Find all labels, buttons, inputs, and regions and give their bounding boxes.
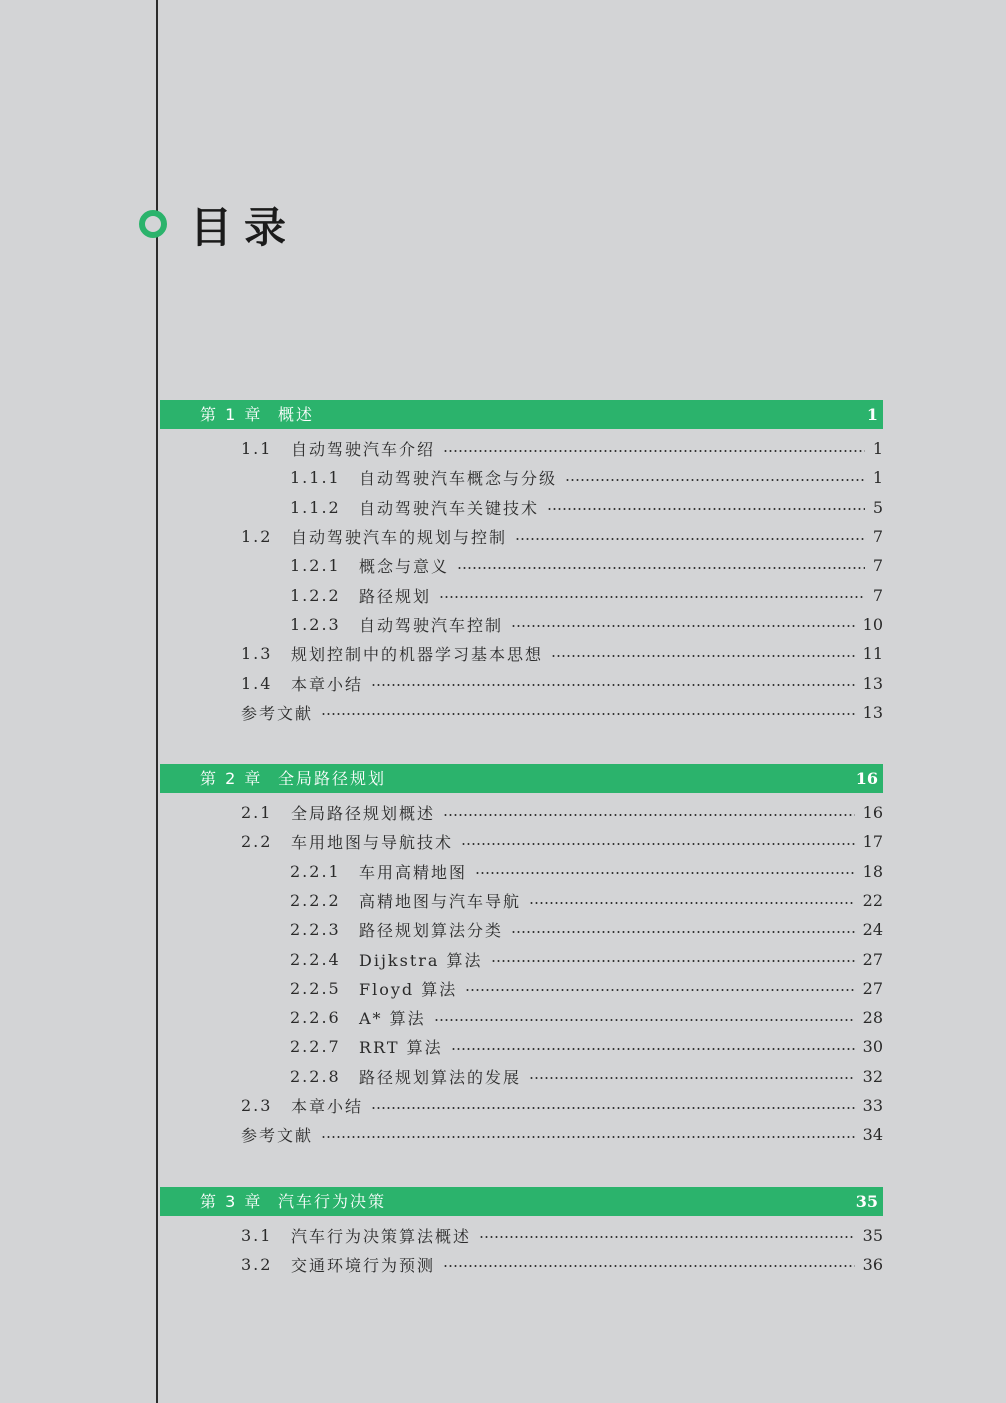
table-of-contents (160, 400, 883, 1316)
entry-title: 车用地图与导航技术 (291, 833, 454, 853)
dot-leader (475, 872, 855, 874)
entry-number: 1.2.3 (290, 614, 341, 634)
toc-references-entry[interactable] (160, 698, 883, 727)
entry-page-number: 27 (862, 978, 883, 998)
chapter-number: 第 1 章 (200, 405, 263, 424)
entry-title: 高精地图与汽车导航 (359, 892, 522, 911)
dot-leader (479, 1236, 855, 1238)
dot-leader (371, 684, 855, 686)
dot-leader (439, 596, 865, 598)
dot-leader (465, 989, 854, 991)
entry-title: 参考文献 (241, 1126, 314, 1146)
toc-section-entry[interactable] (160, 1221, 883, 1250)
entry-title: 自动驾驶汽车控制 (359, 615, 504, 635)
entry-title: 自动驾驶汽车介绍 (291, 440, 436, 460)
entry-title: 汽车行为决策算法概述 (291, 1226, 472, 1246)
green-ring-icon (139, 210, 167, 238)
toc-subsection-entry[interactable] (160, 944, 883, 973)
chapter-page-number: 16 (855, 768, 878, 788)
entry-title: 路径规划算法的发展 (359, 1067, 522, 1087)
entry-title: 路径规划 (359, 586, 432, 606)
entry-page-number: 1 (872, 468, 883, 488)
chapter-heading[interactable] (160, 400, 883, 429)
entry-page-number: 7 (872, 527, 883, 547)
entry-page-number: 28 (862, 1008, 883, 1028)
entry-title: 概念与意义 (359, 557, 450, 577)
toc-subsection-entry[interactable] (160, 1062, 883, 1091)
dot-leader (547, 508, 865, 510)
toc-subsection-entry[interactable] (160, 463, 883, 492)
dot-leader (443, 1265, 855, 1267)
entry-title: A* 算法 (359, 1009, 426, 1029)
page-title: 目录 (190, 203, 299, 252)
entry-number: 1.1.1 (290, 468, 341, 488)
toc-subsection-entry[interactable] (160, 1032, 883, 1061)
entry-page-number: 7 (872, 585, 883, 605)
toc-subsection-entry[interactable] (160, 1003, 883, 1032)
toc-section-entry[interactable] (160, 1250, 883, 1279)
toc-subsection-entry[interactable] (160, 974, 883, 1003)
chapter-number: 第 3 章 (200, 1191, 263, 1211)
toc-subsection-entry[interactable] (160, 493, 883, 522)
toc-subsection-entry[interactable] (160, 551, 883, 580)
dot-leader (515, 538, 865, 540)
entry-title: 路径规划算法分类 (359, 921, 504, 941)
entry-number: 2.3 (241, 1096, 273, 1116)
entry-number: 2.2.8 (290, 1066, 341, 1086)
entry-number: 3.2 (241, 1254, 273, 1274)
entry-title: 本章小结 (291, 674, 364, 694)
toc-chapter (160, 764, 883, 1150)
dot-leader (443, 814, 855, 816)
chapter-heading[interactable] (160, 1187, 883, 1216)
toc-section-entry[interactable] (160, 668, 883, 697)
entry-page-number: 13 (862, 673, 883, 693)
entry-page-number: 22 (862, 891, 883, 910)
entry-title: 自动驾驶汽车关键技术 (359, 498, 540, 518)
entry-page-number: 5 (872, 497, 883, 517)
dot-leader (443, 450, 865, 452)
dot-leader (457, 567, 865, 569)
dot-leader (371, 1107, 855, 1109)
dot-leader (321, 713, 855, 715)
toc-section-entry[interactable] (160, 798, 883, 827)
entry-page-number: 24 (862, 920, 883, 940)
entry-page-number: 34 (862, 1125, 883, 1145)
chapter-title: 概述 (278, 405, 315, 424)
dot-leader (511, 931, 855, 933)
entry-number: 3.1 (241, 1225, 273, 1245)
entry-title: Dijkstra 算法 (359, 950, 483, 970)
entry-number: 2.2.6 (290, 1008, 341, 1028)
chapter-number: 第 2 章 (200, 768, 263, 788)
entry-page-number: 27 (862, 949, 883, 969)
entry-title: Floyd 算法 (359, 979, 458, 999)
entry-page-number: 11 (862, 644, 883, 664)
entry-number: 2.2.5 (290, 978, 341, 998)
chapter-page-number: 35 (855, 1191, 878, 1211)
entry-title: 全局路径规划概述 (291, 804, 436, 824)
dot-leader (565, 479, 865, 481)
entry-page-number: 30 (862, 1037, 883, 1057)
toc-subsection-entry[interactable] (160, 886, 883, 915)
entry-page-number: 17 (862, 832, 883, 852)
entry-number: 1.3 (241, 644, 273, 664)
dot-leader (461, 843, 855, 845)
toc-section-entry[interactable] (160, 1091, 883, 1120)
chapter-heading[interactable] (160, 764, 883, 793)
dot-leader (529, 1077, 855, 1079)
dot-leader (551, 655, 855, 657)
toc-chapter (160, 400, 883, 727)
chapter-title: 汽车行为决策 (278, 1191, 387, 1211)
toc-subsection-entry[interactable] (160, 915, 883, 944)
entry-title: 规划控制中的机器学习基本思想 (291, 645, 544, 665)
toc-section-entry[interactable] (160, 827, 883, 856)
entry-title: RRT 算法 (359, 1038, 443, 1058)
dot-leader (529, 902, 855, 904)
dot-leader (434, 1019, 855, 1021)
entry-number: 2.2.4 (290, 949, 341, 969)
entry-page-number: 13 (862, 702, 883, 722)
entry-number: 1.2 (241, 527, 273, 547)
entry-page-number: 10 (862, 614, 883, 634)
entry-number: 2.2.7 (290, 1037, 341, 1057)
entry-page-number: 35 (862, 1225, 883, 1245)
entry-title: 自动驾驶汽车的规划与控制 (291, 528, 508, 548)
toc-subsection-entry[interactable] (160, 580, 883, 609)
entry-page-number: 7 (872, 556, 883, 576)
entry-number: 2.1 (241, 803, 273, 823)
entry-page-number: 16 (862, 803, 883, 823)
entry-number: 2.2.2 (290, 891, 341, 910)
entry-title: 本章小结 (291, 1097, 364, 1117)
entry-page-number: 36 (862, 1254, 883, 1274)
toc-chapter (160, 1187, 883, 1280)
toc-subsection-entry[interactable] (160, 857, 883, 886)
dot-leader (511, 625, 855, 627)
entry-page-number: 1 (872, 439, 883, 459)
entry-title: 参考文献 (241, 703, 314, 723)
entry-page-number: 18 (862, 861, 883, 881)
toc-section-entry[interactable] (160, 639, 883, 668)
entry-number: 1.4 (241, 673, 273, 693)
entry-number: 2.2 (241, 832, 273, 852)
entry-page-number: 33 (862, 1096, 883, 1116)
entry-number: 1.2.2 (290, 585, 341, 605)
entry-title: 交通环境行为预测 (291, 1255, 436, 1275)
entry-number: 2.2.3 (290, 920, 341, 940)
entry-number: 1.1 (241, 439, 273, 459)
toc-section-entry[interactable] (160, 434, 883, 463)
toc-section-entry[interactable] (160, 522, 883, 551)
dot-leader (491, 960, 855, 962)
dot-leader (321, 1136, 855, 1138)
chapter-page-number: 1 (866, 405, 878, 424)
entry-number: 1.1.2 (290, 497, 341, 517)
dot-leader (451, 1048, 855, 1050)
chapter-title: 全局路径规划 (278, 768, 387, 788)
entry-title: 车用高精地图 (359, 862, 468, 882)
entry-number: 2.2.1 (290, 861, 341, 881)
toc-subsection-entry[interactable] (160, 610, 883, 639)
entry-page-number: 32 (862, 1066, 883, 1086)
entry-number: 1.2.1 (290, 556, 341, 576)
toc-references-entry[interactable] (160, 1120, 883, 1149)
entry-title: 自动驾驶汽车概念与分级 (359, 469, 558, 489)
